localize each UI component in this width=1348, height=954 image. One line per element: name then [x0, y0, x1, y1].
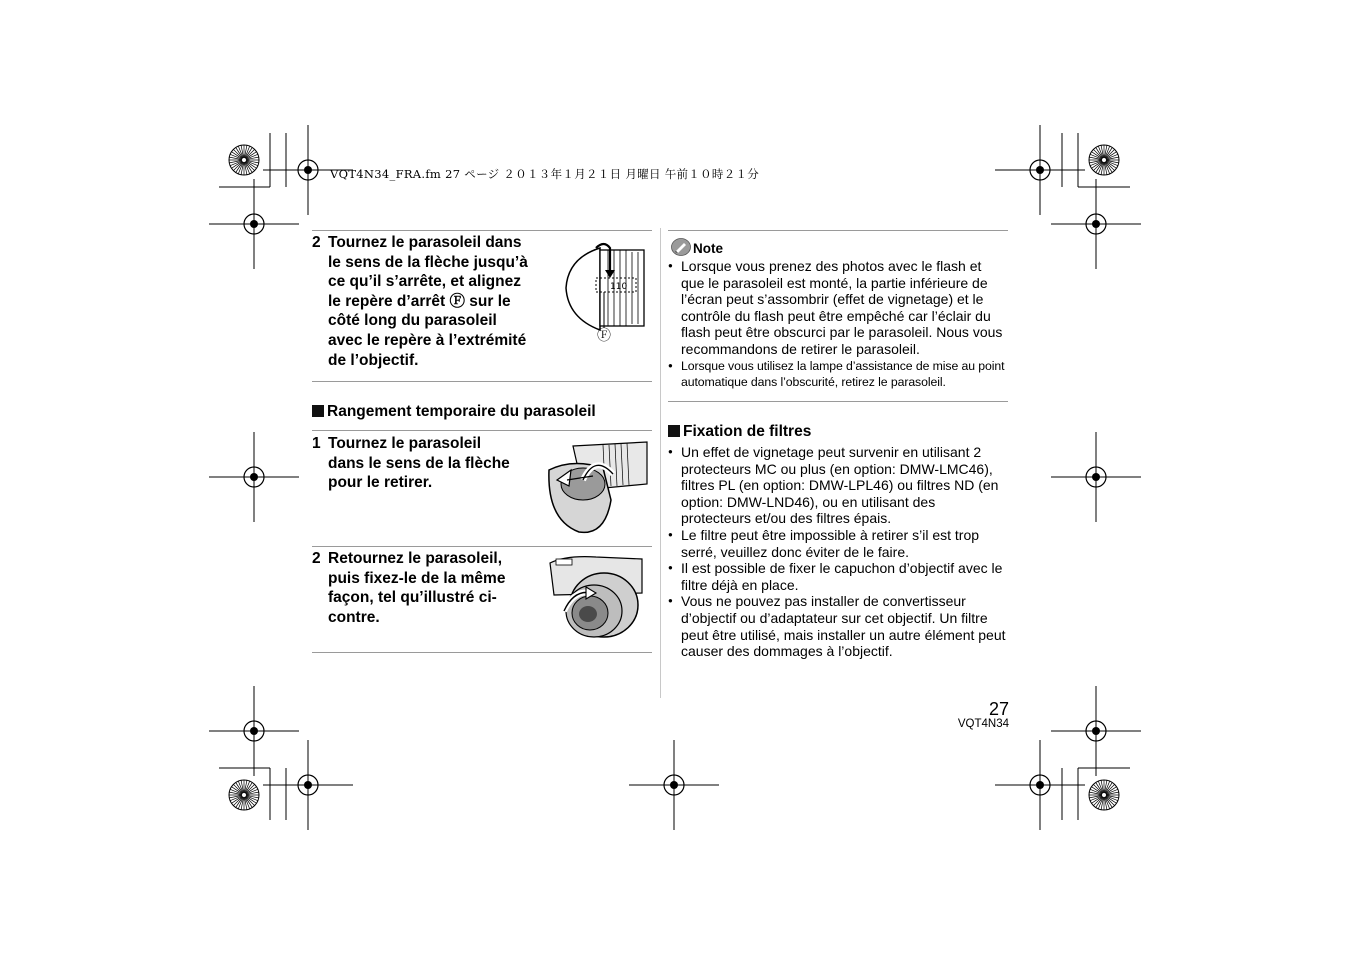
step-line: le sens de la flèche jusqu’à: [328, 253, 528, 271]
section-title-text: Rangement temporaire du parasoleil: [327, 403, 596, 420]
list-item: ● Lorsque vous utilisez la lampe d’assistance de mise au point automatique dans l’obscurité, retirez le parasoleil.: [668, 358, 1008, 391]
rule-bottom-left: [312, 652, 652, 653]
step-text: [328, 233, 528, 370]
step-line: côté long du parasoleil: [328, 312, 497, 330]
square-bullet-icon: [312, 405, 324, 417]
step-reverse-hood-2: [312, 549, 542, 639]
list-item: ● Vous ne pouvez pas installer de convertisseur d’objectif ou d’adaptateur sur cet objectif. Un filtre peut être utilisé, mais installer un autre élément peut causer des dommages à l’objectif.: [668, 593, 1008, 659]
step-line: contre.: [328, 608, 380, 626]
rule-after-step-a: [312, 381, 652, 382]
column-divider: [660, 228, 661, 698]
note-list: [668, 258, 1008, 391]
rule-before-step-c: [312, 546, 652, 547]
step-line: le repère d’arrêt Ⓕ sur le: [328, 292, 511, 310]
step-text: [328, 549, 505, 627]
step-line: pour le retirer.: [328, 474, 433, 492]
note-label: Note: [693, 241, 723, 256]
step-line: façon, tel qu’illustré ci-: [328, 589, 497, 607]
square-bullet-icon: [668, 425, 680, 437]
step-number: 1: [312, 435, 321, 452]
step-number: 2: [312, 550, 321, 567]
page-number: 27: [988, 699, 1009, 719]
section-title-storage: [312, 403, 596, 421]
step-number: 2: [312, 234, 321, 251]
step-line: avec le repère à l’extrémité: [328, 331, 527, 349]
list-item: ● Il est possible de fixer le capuchon d’objectif avec le filtre déjà en place.: [668, 560, 1008, 593]
rule-top-right: [668, 230, 1008, 231]
list-item: ● Un effet de vignetage peut survenir en utilisant 2 protecteurs MC ou plus (en option: DMW-LMC46), filtres PL (en option: DMW-LPL46) ou filtres ND (en option: DMW-LND46), ou en utilisant des protecteurs et/ou des filtres épais.: [668, 444, 1008, 527]
section-title-text: Fixation de filtres: [683, 423, 812, 440]
step-line: Tournez le parasoleil dans: [328, 234, 522, 251]
list-item: ● Lorsque vous prenez des photos avec le flash et que le parasoleil est monté, la partie inférieure de l’écran peut s’assombrir (effet de vignetage) et le contrôle du flash peut être empêché car l’éclair du flash peut être obscurci par le parasoleil. Nous vous recommandons de retirer le parasoleil.: [668, 258, 1008, 358]
step-remove-hood-1: [312, 434, 542, 504]
step-attach-hood-2: [312, 233, 552, 373]
hood-reversed-illustration: [546, 553, 646, 643]
step-line: puis fixez-le de la même: [328, 569, 506, 587]
file-header-line: VQT4N34_FRA.fm 27 ページ ２０１３年１月２１日 月曜日 午前１０時２１分: [330, 167, 760, 181]
step-text: [328, 434, 510, 493]
step-line: dans le sens de la flèche: [328, 454, 510, 472]
step-line: de l’objectif.: [328, 351, 419, 369]
model-code: VQT4N34: [957, 718, 1009, 730]
filter-list: [668, 444, 1008, 660]
svg-text:110: 110: [610, 282, 628, 292]
hood-removal-illustration: [543, 440, 651, 536]
list-item: ● Le filtre peut être impossible à retirer s’il est trop serré, veuillez donc éviter de le faire.: [668, 527, 1008, 560]
figure-label-f: Ⓕ: [597, 327, 611, 343]
step-line: ce qu’il s’arrête, et alignez: [328, 273, 521, 291]
section-title-filters: [668, 423, 811, 441]
step-line: Retournez le parasoleil,: [328, 550, 502, 567]
rule-before-step-b: [312, 430, 652, 431]
note-pencil-icon: [671, 238, 691, 256]
rule-after-note: [668, 401, 1008, 402]
rule-top-left: [312, 230, 652, 231]
step-line: Tournez le parasoleil: [328, 435, 482, 452]
